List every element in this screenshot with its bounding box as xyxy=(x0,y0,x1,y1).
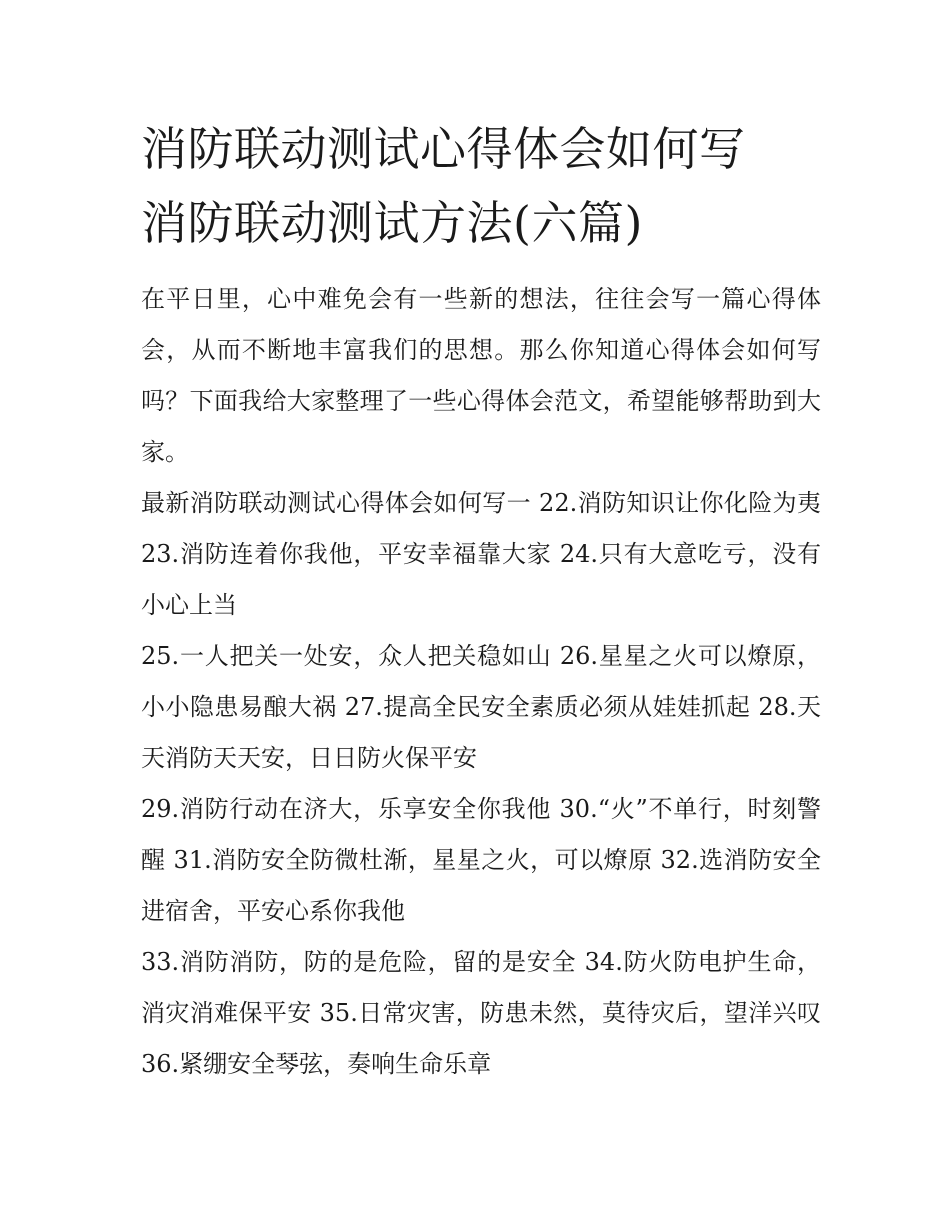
title-line-2: 消防联动测试方法(六篇) xyxy=(141,196,643,250)
document-title xyxy=(141,112,821,260)
slogan-paragraph: 25.一人把关一处安，众人把关稳如山 26.星星之火可以燎原，小小隐患易酿大祸 27.提高全民安全素质必须从娃娃抓起 28.天天消防天天安，日日防火保平安 xyxy=(141,642,821,772)
document-page xyxy=(141,112,821,1090)
slogan-paragraph: 33.消防消防，防的是危险，留的是安全 34.防火防电护生命，消灾消难保平安 35.日常灾害，防患未然，莫待灾后，望洋兴叹 36.紧绷安全琴弦，奏响生命乐章 xyxy=(141,948,821,1078)
document-body xyxy=(141,274,821,1090)
slogan-paragraph: 最新消防联动测试心得体会如何写一 22.消防知识让你化险为夷 23.消防连着你我他，平安幸福靠大家 24.只有大意吃亏，没有小心上当 xyxy=(141,489,821,619)
slogan-paragraph: 29.消防行动在济大，乐享安全你我他 30.“火”不单行，时刻警醒 31.消防安全防微杜渐，星星之火，可以燎原 32.选消防安全进宿舍，平安心系你我他 xyxy=(141,795,821,925)
intro-paragraph: 在平日里，心中难免会有一些新的想法，往往会写一篇心得体会，从而不断地丰富我们的思想。那么你知道心得体会如何写吗？下面我给大家整理了一些心得体会范文，希望能够帮助到大家。 xyxy=(141,285,821,466)
title-line-1: 消防联动测试心得体会如何写 xyxy=(141,122,746,176)
